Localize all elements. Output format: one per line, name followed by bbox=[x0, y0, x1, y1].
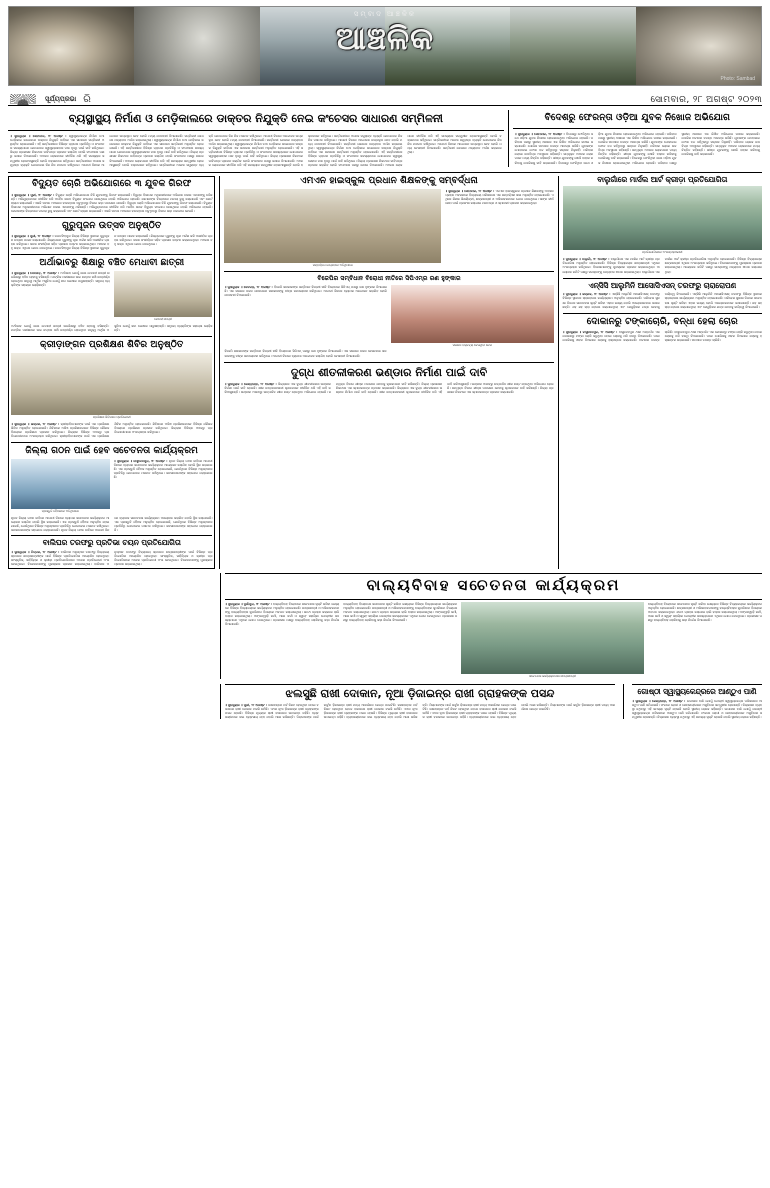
mid-body-cpm-cont bbox=[224, 349, 553, 357]
bottom-headline-health: ଗୋଷ୍ଠୀ ସ୍ୱାସ୍ଥ୍ୟକେନ୍ଦ୍ରରେ ଆଣ୍ଠୁଏ ପାଣି bbox=[632, 684, 762, 697]
row3-photo-district bbox=[11, 459, 110, 509]
mid-text-ncc: ଏନ୍ସିସି ଆଲୁମିନି ଆସୋସିଏସନ୍ ତରଫରୁ ବିଭିନ୍ନ ସ୍ଥାନରେ ଚାରାରୋପଣ କାର୍ଯ୍ୟକ୍ରମ ଅନୁଷ୍ଠିତ ହୋଇଯାଇଛି। ପରିବେଶ ସୁରକ୍ଷା ଦିଗରେ ସଚେତନତା ସୃଷ୍ଟି କରିବା ଏହାର ଲକ୍ଷ୍ୟ ବୋଲି ଆୟୋଜକମାନେ ଜଣାଇଛନ୍ତି। ଶହ ଶହ ଚାରା ରୋପଣ କରାଯାଇଥିଲା ଏବଂ ସେଗୁଡ଼ିକର ଯତ୍ନ ନେବାକୁ ଦାୟିତ୍ୱ ଦିଆଯାଇଛି। bbox=[562, 292, 691, 309]
banner-col1 bbox=[225, 602, 339, 679]
health-wrap bbox=[632, 684, 762, 719]
row3-caption-district: ପ୍ରସ୍ତୁତି ବୈଠକରେ ଅତିଥିମାନେ bbox=[41, 509, 79, 514]
row3-text-student-2: ଅର୍ଥାଭାବ ଯୋଗୁଁ ଜଣେ ମେଧାବୀ ଛାତ୍ରୀ ଉଚ୍ଚଶିକ୍ଷାରୁ ବଞ୍ଚିତ ହେବାକୁ ବସିଛନ୍ତି। ମାଟ୍ରିକ ପରୀକ୍ଷାରେ ଭଲ ନମ୍ବର ରଖି ଉତ୍ତୀର୍ଣ୍ଣ ହୋଇଥିବା ସତ୍ତ୍ୱେ ଆର୍ଥିକ ଅସୁବିଧା ଯୋଗୁଁ ନାମ ଲେଖାଇ ପାରୁନାହାନ୍ତି। ସହୃଦୟ ବ୍ୟକ୍ତିଙ୍କ ସହାୟତା ଲୋଡ଼ିଛନ୍ତି। bbox=[11, 323, 213, 333]
lead-text-3: ସ୍ୱାସ୍ଥ୍ୟକେନ୍ଦ୍ର ନିର୍ମାଣ ତଥା ମେଡ଼ିକାଲ କଲେଜରେ ଡାକ୍ତର ନିଯୁକ୍ତି ଦାବିରେ ଏକ ସାଧାରଣ ସମ୍ମିଳନୀ ଅନୁଷ୍ଠିତ ହୋଇଯାଇଛି। ଏହି ସମ୍ମିଳନୀରେ ବିଭିନ୍ନ ଗ୍ରାମର ପ୍ରତିନିଧି ଓ ସଂଗଠନର ସଦସ୍ୟମାନେ ଯୋଗଦେଇ ସ୍ୱାସ୍ଥ୍ୟସେବାର ମାନ ବୃଦ୍ଧି ପାଇଁ ଦାବି କରିଥିଲେ। ଜିଲ୍ଲା ପ୍ରଶାସନ ନିକଟରେ ଦାବିପତ୍ର ପ୍ରଦାନ କରାଯିବ ବୋଲି ସଂଗଠନର ପକ୍ଷରୁ ଜଣାଇ ଦିଆଯାଇଛି। ଅଞ୍ଚଳର ଲୋକମାନେ ଦୀର୍ଘଦିନ ଧରି ଏହି ସମସ୍ୟାର ସମ୍ମୁଖୀନ ହୋଇଆସୁଛନ୍ତି ବୋଲି ବକ୍ତାମାନେ କହିଥିଲେ। ସମ୍ମିଳନୀରେ ଅନେକ ସମ୍ଭ୍ରାନ୍ତ ବ୍ୟକ୍ତି ଯୋଗଦେଇ ନିଜ ନିଜ ମତାମତ ରଖିଥିଲେ। ଆଗାମୀ ଦିନରେ ଆନ୍ଦୋଳନ ଉଗ୍ରରୂପ ନେବ ବୋଲି ମଧ୍ୟ ଚେତାବନୀ ଦିଆଯାଇଛି। ସମ୍ମିଳନୀ ଶେଷରେ ଧନ୍ୟବାଦ ଅର୍ପଣ କରାଯାଇଥିଲା। bbox=[208, 133, 403, 167]
row3-body-district-cont bbox=[11, 516, 212, 532]
bottom-dateline-rakhi: ॥ ସୁଧାନ୍ୟୁକ ॥ ପୁରୀ, ୨୮ ଅଗଷ୍ଟ : bbox=[225, 702, 268, 707]
row3-body-student-cont bbox=[11, 324, 212, 332]
lead-body-columns bbox=[8, 130, 504, 167]
column-divider-4 bbox=[220, 573, 221, 678]
row3-text-district-3: ନୂତନ ଜିଲ୍ଲା ଗଠନ ଦାବିରେ ଆଗାମୀ ଦିନରେ ବ୍ୟାପକ ସଚେତନତା କାର୍ଯ୍ୟକ୍ରମ ଆୟୋଜନ କରାଯିବ ବୋଲି ସ୍ଥିର କରାଯାଇଛି। ଏକ ପ୍ରସ୍ତୁତି ବୈଠକ ଅନୁଷ୍ଠିତ ହୋଇଯାଇଛି, ଯେଉଁଥିରେ ବିଭିନ୍ନ ଅନୁଷ୍ଠାନର ପ୍ରତିନିଧି ଯୋଗଦେଇ ମତାମତ ରଖିଥିଲେ। ଜନସାଧାରଣଙ୍କ ସହଯୋଗ ଲୋଡ଼ାଯାଇଛି। bbox=[60, 515, 213, 533]
lead-text-4: ସ୍ୱାସ୍ଥ୍ୟକେନ୍ଦ୍ର ନିର୍ମାଣ ତଥା ମେଡ଼ିକାଲ କଲେଜରେ ଡାକ୍ତର ନିଯୁକ୍ତି ଦାବିରେ ଏକ ସାଧାରଣ ସମ୍ମିଳନୀ ଅନୁଷ୍ଠିତ ହୋଇଯାଇଛି। ଏହି ସମ୍ମିଳନୀରେ ବିଭିନ୍ନ ଗ୍ରାମର ପ୍ରତିନିଧି ଓ ସଂଗଠନର ସଦସ୍ୟମାନେ ଯୋଗଦେଇ ସ୍ୱାସ୍ଥ୍ୟସେବାର ମାନ ବୃଦ୍ଧି ପାଇଁ ଦାବି କରିଥିଲେ। ଜିଲ୍ଲା ପ୍ରଶାସନ ନିକଟରେ ଦାବିପତ୍ର ପ୍ରଦାନ କରାଯିବ ବୋଲି ସଂଗଠନର ପକ୍ଷରୁ ଜଣାଇ ଦିଆଯାଇଛି। ଅଞ୍ଚଳର ଲୋକମାନେ ଦୀର୍ଘଦିନ ଧରି ଏହି ସମସ୍ୟାର ସମ୍ମୁଖୀନ ହୋଇଆସୁଛନ୍ତି ବୋଲି ବକ୍ତାମାନେ କହିଥିଲେ। ସମ୍ମିଳନୀରେ ଅନେକ ସମ୍ଭ୍ରାନ୍ତ ବ୍ୟକ୍ତି ଯୋଗଦେଇ ନିଜ ନିଜ ମତାମତ ରଖିଥିଲେ। ଆଗାମୀ ଦିନରେ ଆନ୍ଦୋଳନ ଉଗ୍ରରୂପ ନେବ ବୋଲି ମଧ୍ୟ ଚେତାବନୀ ଦିଆଯାଇଛି। ସମ୍ମିଳନୀ ଶେଷରେ ଧନ୍ୟବାଦ ଅର୍ପଣ କରାଯାଇଥିଲା। bbox=[307, 133, 502, 167]
banner-headline: ବାଲ୍ୟବିବାହ ସଚେତନତା କାର୍ଯ୍ୟକ୍ରମ bbox=[225, 573, 762, 600]
banner-row bbox=[8, 573, 762, 678]
topright-body-columns bbox=[513, 128, 762, 165]
row2-school-photo-wrap bbox=[224, 189, 441, 268]
banner-body-row bbox=[225, 602, 762, 679]
row3-district-text-wrap bbox=[114, 459, 213, 514]
mid-caption-cpm: ସଭାରେ ବକ୍ତବ୍ୟ ଦେଉଥିବା ନେତା bbox=[452, 342, 492, 347]
banner-text-3: ବାଲ୍ୟବିବାହ ବିରୋଧରେ ସଚେତନତା ସୃଷ୍ଟି କରିବା ଲକ୍ଷ୍ୟରେ ବିଭିନ୍ନ ବିଦ୍ୟାଳୟରେ କାର୍ଯ୍ୟକ୍ରମ ଅନୁଷ୍ଠିତ ହୋଇଯାଇଛି। ଛାତ୍ରଛାତ୍ରୀ ଓ ଅଭିଭାବକମାନଙ୍କୁ ବାଲ୍ୟବିବାହର କୁପରିଣାମ ବିଷୟରେ ଅବଗତ କରାଯାଇଥିଲା। ଶପଥ ଗ୍ରହଣ କରାଯାଇ ରାଲି ବାହାର କରାଯାଇଥିଲା। ଅଙ୍ଗନୱାଡ଼ି କର୍ମୀ, ଆଶା କର୍ମୀ ଓ ସ୍ୱୟଂ ସହାୟିକା ଗୋଷ୍ଠୀର ସଦସ୍ୟାମାନେ ଏଥିରେ ଯୋଗ ଦେଇଥିଲେ। ପ୍ରଶାସନ ପକ୍ଷରୁ ବାଲ୍ୟବିବାହ ରୋକିବାକୁ କଡ଼ା ନିର୍ଦ୍ଦେଶ ଦିଆଯାଇଛି। bbox=[647, 601, 762, 623]
topright-headline: ବିଦେଶରୁ ଫେରନ୍ତା ଓଡ଼ିଆ ଯୁବକ ନିଖୋଜ ଅଭିଯୋଗ bbox=[544, 112, 731, 123]
topright-text: ବିଦେଶରୁ ଫେରିଥିବା ଜଣେ ଓଡ଼ିଆ ଯୁବକ ନିଖୋଜ ହୋଇଯାଇଥିବା ଅଭିଯୋଗ ହୋଇଛି। ପରିବାର ପକ୍ଷରୁ ସ୍ଥାନୀୟ ଥାନାରେ ଏକ ଲିଖିତ ଅଭିଯୋଗ ଦାଖଲ କରାଯାଇଛି। ପୋଲିସ ଘଟଣାର ତଦନ୍ତ ଆରମ୍ଭ କରିଛି। ଯୁବକଙ୍କ ମୋବାଇଲ ଫୋନ ବନ୍ଦ ରହିଥିବାରୁ ସନ୍ଧାନ ମିଳୁନାହିଁ। ପରିବାର ଲୋକେ ଉଦବିଗ୍ନ ଅବସ୍ଥାରେ ରହିଛନ୍ତି। ସମ୍ପୃକ୍ତ ଅଞ୍ଚଳର ଲୋକମାନେ ମଧ୍ୟ ଚିନ୍ତିତ ରହିଛନ୍ତି। ଶୀଘ୍ର ଯୁବକଙ୍କୁ ଖୋଜି ବାହାର କରିବାକୁ ପୋଲିସକୁ ଦାବି କରାଯାଇଛି। bbox=[514, 131, 594, 165]
topright-text-3: ବିଦେଶରୁ ଫେରିଥିବା ଜଣେ ଓଡ଼ିଆ ଯୁବକ ନିଖୋଜ ହୋଇଯାଇଥିବା ଅଭିଯୋଗ ହୋଇଛି। ପରିବାର ପକ୍ଷରୁ ସ୍ଥାନୀୟ ଥାନାରେ ଏକ ଲିଖିତ ଅଭିଯୋଗ ଦାଖଲ କରାଯାଇଛି। ପୋଲିସ ଘଟଣାର ତଦନ୍ତ ଆରମ୍ଭ କରିଛି। ଯୁବକଙ୍କ ମୋବାଇଲ ଫୋନ ବନ୍ଦ ରହିଥିବାରୁ ସନ୍ଧାନ ମିଳୁନାହିଁ। ପରିବାର ଲୋକେ ଉଦବିଗ୍ନ ଅବସ୍ଥାରେ ରହିଛନ୍ତି। ସମ୍ପୃକ୍ତ ଅଞ୍ଚଳର ଲୋକମାନେ ମଧ୍ୟ ଚିନ୍ତିତ ରହିଛନ୍ତି। ଶୀଘ୍ର ଯୁବକଙ୍କୁ ଖୋଜି ବାହାର କରିବାକୁ ପୋଲିସକୁ ଦାବି କରାଯାଇଛି। bbox=[598, 131, 760, 165]
bottom-heads bbox=[225, 684, 762, 719]
banner-body-3 bbox=[648, 602, 762, 622]
lead-headline: ବ୍ୟସ୍ଥାସ୍ଥ୍ୟ ନିର୍ମାଣ ଓ ମେଡ଼ିକାଲରେ ଡାକ୍ତର ନିଯୁକ୍ତି ନେଇ କଂଚେସର ସାଧାରଣ ସମ୍ମିଳନୀ bbox=[68, 112, 443, 125]
row2-body-martialart bbox=[563, 257, 762, 273]
row3-text-gurupujan: ଜଗତସିଂହପୁର ଜିଲ୍ଲା ବିଭିନ୍ନ ସ୍ଥାନରେ ଗୁରୁପୂଜନ ଉତ୍ସବ ପାଳନ କରାଯାଇଛି। ଶିଷ୍ୟମାନେ ଗୁରୁଙ୍କୁ ପୂଜା ଅର୍ଚ୍ଚନା କରି ଆଶୀର୍ବାଦ ଗ୍ରହଣ କରିଥିଲେ। ଭଜନ ସଂକୀର୍ତ୍ତନ ସହିତ ପ୍ରସାଦ ବଣ୍ଟନ କରାଯାଇଥିଲା। ଅଞ୍ଚଳର ବହୁ ଭକ୍ତ ଏଥିରେ ଯୋଗ ଦେଇଥିଲେ। bbox=[11, 233, 110, 251]
row3-text-gurupujan-2: ଜଗତସିଂହପୁର ଜିଲ୍ଲା ବିଭିନ୍ନ ସ୍ଥାନରେ ଗୁରୁପୂଜନ ଉତ୍ସବ ପାଳନ କରାଯାଇଛି। ଶିଷ୍ୟମାନେ ଗୁରୁଙ୍କୁ ପୂଜା ଅର୍ଚ୍ଚନା କରି ଆଶୀର୍ବାଦ ଗ୍ରହଣ କରିଥିଲେ। ଭଜନ ସଂକୀର୍ତ୍ତନ ସହିତ ପ୍ରସାଦ ବଣ୍ଟନ କରାଯାଇଥିଲା। ଅଞ୍ଚଳର ବହୁ ଭକ୍ତ ଏଥିରେ ଯୋଗ ଦେଇଥିଲେ। bbox=[54, 233, 213, 251]
row2-article-school bbox=[224, 176, 553, 570]
row2-body-school bbox=[445, 189, 553, 205]
row2-school-text-wrap bbox=[445, 189, 553, 268]
row3-dateline-gurupujan: ॥ ସୁଧାନ୍ୟୁକ ॥ ପୁରୀ, ୨୮ ଅଗଷ୍ଟ : bbox=[11, 233, 54, 238]
row3-dateline-district: ॥ ସୁଧାନ୍ୟୁକ ॥ ବାସୁଦେବପୁର, ୨୮ ଅଗଷ୍ଟ : bbox=[113, 459, 168, 464]
bottom-body-rakhi-text bbox=[225, 703, 615, 719]
mid-headline-milk: ଦୁଗ୍ଧ ଶୀତଳୀକରଣ ଭଣ୍ଡାର ନିର୍ମାଣ ପାଇଁ ଦାବି bbox=[224, 362, 553, 380]
row3-student-block bbox=[11, 271, 212, 322]
row3-text-district-2: ନୂତନ ଜିଲ୍ଲା ଗଠନ ଦାବିରେ ଆଗାମୀ ଦିନରେ ବ୍ୟାପକ ସଚେତନତା କାର୍ଯ୍ୟକ୍ରମ ଆୟୋଜନ କରାଯିବ ବୋଲି ସ୍ଥିର କରାଯାଇଛି। ଏକ ପ୍ରସ୍ତୁତି ବୈଠକ ଅନୁଷ୍ଠିତ ହୋଇଯାଇଛି, ଯେଉଁଥିରେ ବିଭିନ୍ନ ଅନୁଷ୍ଠାନର ପ୍ରତିନିଧି ଯୋଗଦେଇ ମତାମତ ରଖିଥିଲେ। ଜନସାଧାରଣଙ୍କ ସହଯୋଗ ଲୋଡ଼ାଯାଇଛି। bbox=[11, 515, 110, 533]
row3-photo-student bbox=[114, 271, 213, 317]
lead-article bbox=[8, 110, 504, 167]
mid-text-cpm: ବିଜେପି ସରକାରଙ୍କ ସମ୍ବିଧାନ ବିରୋଧୀ ନୀତି ବିରୋଧରେ ସିପିଏମ୍ ପକ୍ଷରୁ ରଣ ହୁଙ୍କାର ଦିଆଯାଇଛି। ଏକ ସଭାରେ ଦଳର ନେତାମାନେ ସରକାରଙ୍କୁ ତୀବ୍ର ସମାଲୋଚନା କରିଥିଲେ। ଆଗାମୀ ଦିନରେ ବ୍ୟାପକ ଆନ୍ଦୋଳନ କରାଯିବ ବୋଲି ଚେତାବନୀ ଦିଆଯାଇଛି। bbox=[224, 284, 387, 297]
mid-headline-ncc: ଏନ୍ସିସି ଆଲୁମିନି ଆସୋସିଏସନ୍ ତରଫରୁ ଚାରାରୋପଣ bbox=[563, 278, 762, 291]
banner-spacer bbox=[8, 573, 216, 678]
publication-date: ସୋମବାର, ୨୮ ଅଗଷ୍ଟ ୨୦୨୩ bbox=[650, 95, 762, 105]
row3-headline-student: ଅର୍ଥାଭାବରୁ ଶିକ୍ଷାରୁ ବଞ୍ଚିତ ମେଧାବୀ ଛାତ୍ରୀ bbox=[11, 254, 212, 269]
mid-text-ncc-2: ଏନ୍ସିସି ଆଲୁମିନି ଆସୋସିଏସନ୍ ତରଫରୁ ବିଭିନ୍ନ ସ୍ଥାନରେ ଚାରାରୋପଣ କାର୍ଯ୍ୟକ୍ରମ ଅନୁଷ୍ଠିତ ହୋଇଯାଇଛି। ପରିବେଶ ସୁରକ୍ଷା ଦିଗରେ ସଚେତନତା ସୃଷ୍ଟି କରିବା ଏହାର ଲକ୍ଷ୍ୟ ବୋଲି ଆୟୋଜକମାନେ ଜଣାଇଛନ୍ତି। ଶହ ଶହ ଚାରା ରୋପଣ କରାଯାଇଥିଲା ଏବଂ ସେଗୁଡ଼ିକର ଯତ୍ନ ନେବାକୁ ଦାୟିତ୍ୱ ଦିଆଯାଇଛି। bbox=[664, 292, 762, 309]
row2-school-block bbox=[224, 189, 553, 268]
lead-row bbox=[8, 110, 762, 167]
topright-article bbox=[513, 110, 762, 167]
masthead-photo-credit: Photo: Sambad bbox=[720, 76, 755, 82]
row3-headline-gurupujan: ଗୁରୁପୂଜନ ଉତ୍ସବ ଅନୁଷ୍ଠିତ bbox=[11, 217, 212, 232]
row3-caption-sports: ପ୍ରଶିକ୍ଷଣ ଶିବିରରେ ପ୍ରତିଯୋଗୀ bbox=[92, 414, 131, 419]
bottom-dateline-health: ॥ ସୁଧାନ୍ୟୁକ ॥ କେନ୍ଦ୍ରାପଡ଼ା, ୨୮ ଅଗଷ୍ଟ : bbox=[632, 698, 686, 703]
row3-caption-student: ମେଧାବୀ ଛାତ୍ରୀ bbox=[154, 317, 172, 322]
row2-body-electricity bbox=[11, 193, 212, 213]
bottom-body-rakhi bbox=[225, 703, 615, 719]
banner-childmarriage bbox=[8, 573, 762, 678]
mid-body-milk-text bbox=[224, 382, 553, 394]
mid-text-theft: ବାସୁଦେବପୁର ଥାନା ଅନ୍ତର୍ଗତ ଏକ ଦୋକାନରୁ ଟଙ୍କା ଚୋରି କରୁଥିବା ବେଳେ ଚୋରକୁ ଧରି ବାନ୍ଧି ଦିଆଯାଇଛି। ପରେ ପୋଲିସକୁ ଖବର ଦିଆଯାଇ ଚୋରକୁ ହସ୍ତାନ୍ତର କରାଯାଇଛି। ଘଟଣାର ତଦନ୍ତ ଚାଲିଛି। bbox=[562, 329, 674, 342]
mid-cpm-wrap bbox=[224, 275, 553, 357]
row3-text-baligarh-2: ବାଲିଘର ଅନୁଷ୍ଠାନ ତରଫରୁ ବିଦ୍ୟାଳୟ ସ୍ତରରେ ଛାତ୍ରଛାତ୍ରୀଙ୍କ ପାଇଁ ବିଭିନ୍ନ ପ୍ରତିଯୋଗିତା ଆୟୋଜିତ ହୋଇଥିଲା। ସାଂସ୍କୃତିକ, ସାହିତ୍ୟିକ ଓ କ୍ରୀଡ଼ା ପ୍ରତିଯୋଗିତାରେ ଅନେକ ପ୍ରତିଯୋଗୀ ଅଂଶ ନେଇଥିଲେ। ବିଜେତାମାନଙ୍କୁ ପୁରସ୍କାର ପ୍ରଦାନ କରାଯାଇଥିଲା। bbox=[94, 549, 213, 567]
mid-text-theft-2: ବାସୁଦେବପୁର ଥାନା ଅନ୍ତର୍ଗତ ଏକ ଦୋକାନରୁ ଟଙ୍କା ଚୋରି କରୁଥିବା ବେଳେ ଚୋରକୁ ଧରି ବାନ୍ଧି ଦିଆଯାଇଛି। ପରେ ପୋଲିସକୁ ଖବର ଦିଆଯାଇ ଚୋରକୁ ହସ୍ତାନ୍ତର କରାଯାଇଛି। ଘଟଣାର ତଦନ୍ତ ଚାଲିଛି। bbox=[664, 329, 762, 342]
rakhi-wrap bbox=[225, 684, 615, 719]
mid-body-ncc bbox=[563, 292, 762, 308]
mid-cpm-ncc-row bbox=[224, 271, 553, 357]
row2-text-electricity: ବିଦ୍ୟୁତ ଚୋରି ଅଭିଯୋଗରେ ତିନି ଯୁବକଙ୍କୁ ଗିରଫ କରାଯାଇଛି। ବିଦ୍ୟୁତ ବିଭାଗର ଅଧିକାରୀମାନେ ଅଭିଯାନ ଚଳାଇ ଏମାନଙ୍କୁ ଧରିଛନ୍ତି। ଅଭିଯୁକ୍ତମାନେ ଦୀର୍ଘଦିନ ଧରି ଅବୈଧ ଭାବେ ବିଦ୍ୟୁତ ସଂଯୋଗ ନେଉଥିଲେ ବୋଲି ଅଭିଯୋଗ ହୋଇଛି। ସେମାନଙ୍କ ବିରୋଧରେ ମାମଲା ରୁଜୁ କରାଯାଇଛି ଏବଂ କୋର୍ଟ ଚାଲାଣ କରାଯାଇଛି। ଏଭଳି ଘଟଣା ଅଞ୍ଚଳରେ ବାରମ୍ବାର ଘଟୁଥିବାରୁ ବିଭାଗ କଡ଼ା ପଦକ୍ଷେପ ନେଇଛି। bbox=[11, 192, 213, 205]
bottom-row bbox=[8, 684, 762, 719]
mid-dateline-ncc: ॥ ସୁଧାନ୍ୟୁକ ॥ ଭଦ୍ରକ, ୨୮ ଅଗଷ୍ଟ : bbox=[562, 292, 611, 297]
bottom-main bbox=[225, 684, 762, 719]
sun-icon bbox=[8, 93, 38, 105]
mid-body-theft bbox=[563, 330, 762, 342]
row2-headline-school: ଏମଏନ ହାଇସ୍କୁଲ ପ୍ରଧାନ ଶିକ୍ଷକଙ୍କୁ ସମ୍ବର୍ଦ୍ଧନା bbox=[300, 174, 478, 186]
row3-headline-district: ଜିଲ୍ଲା ଗଠନ ପାଇଁ ହେବ ସଚେତନତା କାର୍ଯ୍ୟକ୍ରମ bbox=[11, 442, 212, 457]
bottom-headline-rakhi: ଝଲସୁଛି ରାଖୀ ଦୋକାନ, ନୂଆ ଡ଼ିଜାଇନ୍ର ରାଖୀ ଗ୍ରାହକଙ୍କ ପସନ୍ଦ bbox=[225, 684, 615, 701]
mid-body-milk bbox=[224, 382, 553, 394]
row3-text-sports: କ୍ରୀଡ଼ାବିତମାନଙ୍କ ପାଇଁ ଏକ ପ୍ରଶିକ୍ଷଣ ଶିବିର ଅନୁଷ୍ଠିତ ହୋଇଯାଇଛି। ଶିବିରରେ ଅଭିଜ୍ଞ ପ୍ରଶିକ୍ଷକମାନେ ବିଭିନ୍ନ କୌଶଳ ବିଷୟରେ ପ୍ରଶିକ୍ଷଣ ପ୍ରଦାନ କରିଥିଲେ। ଜିଲ୍ଲାର ବିଭିନ୍ନ ଅଞ୍ଚଳରୁ ପ୍ରତିଯୋଗୀମାନେ ଅଂଶଗ୍ରହଣ କରିଥିଲେ। bbox=[11, 421, 110, 439]
row3-student-text-wrap bbox=[11, 271, 110, 322]
lead-body bbox=[10, 134, 502, 167]
row2-photo-martialart bbox=[563, 186, 762, 250]
publisher-name: ସୂର୍ଯ୍ୟପ୍ରଭା bbox=[45, 94, 77, 103]
mid-dateline-milk: ॥ ସୁଧାନ୍ୟୁକ ॥ କେନ୍ଦ୍ରାପଡ଼ା, ୨୮ ଅଗଷ୍ଟ : bbox=[224, 381, 277, 386]
row2-article-electricity bbox=[8, 176, 215, 570]
masthead-title: ଆଞ୍ଚଳିକ bbox=[336, 21, 434, 57]
bottom-text-rakhi-2: ରକ୍ଷାବନ୍ଧନ ପର୍ବ ନିକଟ ହେଉଥିବା ବେଳେ ବଜାରରେ ରାଖୀ ଦୋକାନ ଝଲସି ଉଠିଛି। ଏଥର ନୂଆ ଡ଼ିଜାଇନ୍ର ରାଖୀ ଗ୍ରାହକଙ୍କ ପସନ୍ଦ ହେଉଛି। ବିଭିନ୍ନ ମୂଲ୍ୟର ରାଖୀ ବଜାରରେ ଉପଲବ୍ଧ ରହିଛି। ବ୍ୟବସାୟୀମାନେ ଭଲ ବ୍ୟବସାୟ ହେବ ବୋଲି ଆଶା କରିଛନ୍ତି। ପିଲାମାନଙ୍କ ପାଇଁ କାର୍ଟୁନ ଡ଼ିଜାଇନ୍ର ରାଖୀ ମଧ୍ୟ ଆକର୍ଷଣର କେନ୍ଦ୍ର ପାଲଟିଛି। bbox=[323, 702, 517, 720]
mid-headline-theft: ଦୋକାନରୁ ଟଙ୍କାଚୋରି, ବନ୍ଧା ହେଲା ଚୋର bbox=[563, 313, 762, 328]
banner-text-1: ବାଲ୍ୟବିବାହ ବିରୋଧରେ ସଚେତନତା ସୃଷ୍ଟି କରିବା ଲକ୍ଷ୍ୟରେ ବିଭିନ୍ନ ବିଦ୍ୟାଳୟରେ କାର୍ଯ୍ୟକ୍ରମ ଅନୁଷ୍ଠିତ ହୋଇଯାଇଛି। ଛାତ୍ରଛାତ୍ରୀ ଓ ଅଭିଭାବକମାନଙ୍କୁ ବାଲ୍ୟବିବାହର କୁପରିଣାମ ବିଷୟରେ ଅବଗତ କରାଯାଇଥିଲା। ଶପଥ ଗ୍ରହଣ କରାଯାଇ ରାଲି ବାହାର କରାଯାଇଥିଲା। ଅଙ୍ଗନୱାଡ଼ି କର୍ମୀ, ଆଶା କର୍ମୀ ଓ ସ୍ୱୟଂ ସହାୟିକା ଗୋଷ୍ଠୀର ସଦସ୍ୟାମାନେ ଏଥିରେ ଯୋଗ ଦେଇଥିଲେ। ପ୍ରଶାସନ ପକ୍ଷରୁ ବାଲ୍ୟବିବାହ ରୋକିବାକୁ କଡ଼ା ନିର୍ଦ୍ଦେଶ ଦିଆଯାଇଛି। bbox=[225, 601, 340, 627]
row2-text-electricity-2: ବିଦ୍ୟୁତ ଚୋରି ଅଭିଯୋଗରେ ତିନି ଯୁବକଙ୍କୁ ଗିରଫ କରାଯାଇଛି। ବିଦ୍ୟୁତ ବିଭାଗର ଅଧିକାରୀମାନେ ଅଭିଯାନ ଚଳାଇ ଏମାନଙ୍କୁ ଧରିଛନ୍ତି। ଅଭିଯୁକ୍ତମାନେ ଦୀର୍ଘଦିନ ଧରି ଅବୈଧ ଭାବେ ବିଦ୍ୟୁତ ସଂଯୋଗ ନେଉଥିଲେ ବୋଲି ଅଭିଯୋଗ ହୋଇଛି। ସେମାନଙ୍କ ବିରୋଧରେ ମାମଲା ରୁଜୁ କରାଯାଇଛି ଏବଂ କୋର୍ଟ ଚାଲାଣ କରାଯାଇଛି। ଏଭଳି ଘଟଣା ଅଞ୍ଚଳରେ ବାରମ୍ବାର ଘଟୁଥିବାରୁ ବିଭାଗ କଡ଼ା ପଦକ୍ଷେପ ନେଇଛି। bbox=[11, 200, 213, 213]
row2-caption-school: ସମ୍ବର୍ଦ୍ଧନା ଉତ୍ସବରେ ଅତିଥିମାନେ bbox=[312, 262, 353, 267]
date-bar-left bbox=[8, 93, 91, 105]
mid-cpm-block bbox=[224, 285, 553, 348]
lead-text: ସ୍ୱାସ୍ଥ୍ୟକେନ୍ଦ୍ର ନିର୍ମାଣ ତଥା ମେଡ଼ିକାଲ କଲେଜରେ ଡାକ୍ତର ନିଯୁକ୍ତି ଦାବିରେ ଏକ ସାଧାରଣ ସମ୍ମିଳନୀ ଅନୁଷ୍ଠିତ ହୋଇଯାଇଛି। ଏହି ସମ୍ମିଳନୀରେ ବିଭିନ୍ନ ଗ୍ରାମର ପ୍ରତିନିଧି ଓ ସଂଗଠନର ସଦସ୍ୟମାନେ ଯୋଗଦେଇ ସ୍ୱାସ୍ଥ୍ୟସେବାର ମାନ ବୃଦ୍ଧି ପାଇଁ ଦାବି କରିଥିଲେ। ଜିଲ୍ଲା ପ୍ରଶାସନ ନିକଟରେ ଦାବିପତ୍ର ପ୍ରଦାନ କରାଯିବ ବୋଲି ସଂଗଠନର ପକ୍ଷରୁ ଜଣାଇ ଦିଆଯାଇଛି। ଅଞ୍ଚଳର ଲୋକମାନେ ଦୀର୍ଘଦିନ ଧରି ଏହି ସମସ୍ୟାର ସମ୍ମୁଖୀନ ହୋଇଆସୁଛନ୍ତି ବୋଲି ବକ୍ତାମାନେ କହିଥିଲେ। ସମ୍ମିଳନୀରେ ଅନେକ ସମ୍ଭ୍ରାନ୍ତ ବ୍ୟକ୍ତି ଯୋଗଦେଇ ନିଜ ନିଜ ମତାମତ ରଖିଥିଲେ। ଆଗାମୀ ଦିନରେ ଆନ୍ଦୋଳନ ଉଗ୍ରରୂପ ନେବ ବୋଲି ମଧ୍ୟ ଚେତାବନୀ ଦିଆଯାଇଛି। ସମ୍ମିଳନୀ ଶେଷରେ ଧନ୍ୟବାଦ ଅର୍ପଣ କରାଯାଇଥିଲା। bbox=[10, 133, 204, 167]
row2-text-martialart: ବାଲୁଗାଁରେ ଏକ ମାର୍ସଲ ଆର୍ଟ କ୍ରୀଡ଼ା ପ୍ରତିଯୋଗିତା ଅନୁଷ୍ଠିତ ହୋଇଯାଇଛି। ବିଭିନ୍ନ ବିଦ୍ୟାଳୟର ଛାତ୍ରଛାତ୍ରୀ ଏଥିରେ ଅଂଶଗ୍ରହଣ କରିଥିଲେ। ବିଜେତାମାନଙ୍କୁ ପୁରସ୍କାର ପ୍ରଦାନ କରାଯାଇଥିଲା। ଆୟୋଜକ କମିଟି ପକ୍ଷରୁ ସମସ୍ତଙ୍କୁ ଧନ୍ୟବାଦ ଜ୍ଞାପନ କରାଯାଇଥିଲା। bbox=[562, 257, 660, 274]
masthead-supertext: ସମ୍ବାଦ ଆଞ୍ଚଳିକ bbox=[353, 11, 417, 18]
banner-col3 bbox=[648, 602, 762, 679]
row3-dateline-sports: ॥ ସୁଧାନ୍ୟୁକ ॥ ଭଦ୍ରକ, ୨୮ ଅଗଷ୍ଟ : bbox=[11, 421, 60, 426]
banner-text-2: ବାଲ୍ୟବିବାହ ବିରୋଧରେ ସଚେତନତା ସୃଷ୍ଟି କରିବା ଲକ୍ଷ୍ୟରେ ବିଭିନ୍ନ ବିଦ୍ୟାଳୟରେ କାର୍ଯ୍ୟକ୍ରମ ଅନୁଷ୍ଠିତ ହୋଇଯାଇଛି। ଛାତ୍ରଛାତ୍ରୀ ଓ ଅଭିଭାବକମାନଙ୍କୁ ବାଲ୍ୟବିବାହର କୁପରିଣାମ ବିଷୟରେ ଅବଗତ କରାଯାଇଥିଲା। ଶପଥ ଗ୍ରହଣ କରାଯାଇ ରାଲି ବାହାର କରାଯାଇଥିଲା। ଅଙ୍ଗନୱାଡ଼ି କର୍ମୀ, ଆଶା କର୍ମୀ ଓ ସ୍ୱୟଂ ସହାୟିକା ଗୋଷ୍ଠୀର ସଦସ୍ୟାମାନେ ଏଥିରେ ଯୋଗ ଦେଇଥିଲେ। ପ୍ରଶାସନ ପକ୍ଷରୁ ବାଲ୍ୟବିବାହ ରୋକିବାକୁ କଡ଼ା ନିର୍ଦ୍ଦେଶ ଦିଆଯାଇଛି। bbox=[343, 601, 458, 623]
row3-student-photo-wrap bbox=[114, 271, 213, 322]
bottom-grid bbox=[8, 684, 762, 719]
row2-text-martialart-2: ବାଲୁଗାଁରେ ଏକ ମାର୍ସଲ ଆର୍ଟ କ୍ରୀଡ଼ା ପ୍ରତିଯୋଗିତା ଅନୁଷ୍ଠିତ ହୋଇଯାଇଛି। ବିଭିନ୍ନ ବିଦ୍ୟାଳୟର ଛାତ୍ରଛାତ୍ରୀ ଏଥିରେ ଅଂଶଗ୍ରହଣ କରିଥିଲେ। ବିଜେତାମାନଙ୍କୁ ପୁରସ୍କାର ପ୍ରଦାନ କରାଯାଇଥିଲା। ଆୟୋଜକ କମିଟି ପକ୍ଷରୁ ସମସ୍ତଙ୍କୁ ଧନ୍ୟବାଦ ଜ୍ଞାପନ କରାଯାଇଥିଲା। bbox=[641, 257, 762, 274]
row3-body-gurupujan bbox=[11, 234, 212, 250]
row3-photo-sports bbox=[11, 353, 212, 415]
edition-letter: ରି bbox=[83, 93, 91, 105]
banner-photo bbox=[461, 602, 644, 674]
row2-dateline-school: ॥ ସୁଧାନ୍ୟୁକ ॥ ସୋମବାର, ୨୮ ଅଗଷ୍ଟ : bbox=[445, 188, 495, 193]
topright-body bbox=[515, 132, 760, 165]
row3-body-student bbox=[11, 271, 110, 287]
topright-text-2: ବିଦେଶରୁ ଫେରିଥିବା ଜଣେ ଓଡ଼ିଆ ଯୁବକ ନିଖୋଜ ହୋଇଯାଇଥିବା ଅଭିଯୋଗ ହୋଇଛି। ପରିବାର ପକ୍ଷରୁ ସ୍ଥାନୀୟ ଥାନାରେ ଏକ ଲିଖିତ ଅଭିଯୋଗ ଦାଖଲ କରାଯାଇଛି। ପୋଲିସ ଘଟଣାର ତଦନ୍ତ ଆରମ୍ଭ କରିଛି। ଯୁବକଙ୍କ ମୋବାଇଲ ଫୋନ ବନ୍ଦ ରହିଥିବାରୁ ସନ୍ଧାନ ମିଳୁନାହିଁ। ପରିବାର ଲୋକେ ଉଦବିଗ୍ନ ଅବସ୍ଥାରେ ରହିଛନ୍ତି। ସମ୍ପୃକ୍ତ ଅଞ୍ଚଳର ଲୋକମାନେ ମଧ୍ୟ ଚିନ୍ତିତ ରହିଛନ୍ତି। ଶୀଘ୍ର ଯୁବକଙ୍କୁ ଖୋଜି ବାହାର କରିବାକୁ ପୋଲିସକୁ ଦାବି କରାଯାଇଛି। bbox=[558, 131, 677, 165]
mid-photo-cpm bbox=[391, 285, 554, 343]
banner-content bbox=[225, 573, 762, 678]
banner-body-1 bbox=[225, 602, 339, 627]
row2-caption-martialart: ପ୍ରତିଯୋଗିତାରେ ଅଂଶଗ୍ରହଣକାରୀ bbox=[642, 250, 683, 255]
row3-body-district bbox=[114, 459, 213, 479]
mid-dateline-theft: ॥ ସୁଧାନ୍ୟୁକ ॥ ବାସୁଦେବପୁର, ୨୮ ଅଗଷ୍ଟ : bbox=[562, 329, 618, 334]
column-divider bbox=[508, 110, 509, 167]
row2 bbox=[8, 172, 762, 570]
row2-headline-electricity: ବିଦ୍ୟୁତ ଚୋରି ଅଭିଯୋଗରେ ୩ ଯୁବକ ଗିରଫ bbox=[32, 177, 192, 189]
banner-caption: ସଚେତନତା କାର୍ଯ୍ୟକ୍ରମରେ ଛାତ୍ରଛାତ୍ରୀ bbox=[529, 673, 576, 678]
row3-text-baligarh: ବାଲିଘର ଅନୁଷ୍ଠାନ ତରଫରୁ ବିଦ୍ୟାଳୟ ସ୍ତରରେ ଛାତ୍ରଛାତ୍ରୀଙ୍କ ପାଇଁ ବିଭିନ୍ନ ପ୍ରତିଯୋଗିତା ଆୟୋଜିତ ହୋଇଥିଲା। ସାଂସ୍କୃତିକ, ସାହିତ୍ୟିକ ଓ କ୍ରୀଡ଼ା ପ୍ରତିଯୋଗିତାରେ ଅନେକ ପ୍ରତିଯୋଗୀ ଅଂଶ ନେଇଥିଲେ। ବିଜେତାମାନଙ୍କୁ ପୁରସ୍କାର ପ୍ରଦାନ କରାଯାଇଥିଲା। bbox=[11, 549, 110, 567]
row3-dateline-baligarh: ॥ ସୁଧାନ୍ୟୁକ ॥ ଚିତ୍ରଳ, ୨୮ ଅଗଷ୍ଟ : bbox=[11, 549, 60, 554]
row2-article-martialart bbox=[563, 176, 762, 570]
banner-col2 bbox=[343, 602, 457, 679]
mid-text-cpm-2: ବିଜେପି ସରକାରଙ୍କ ସମ୍ବିଧାନ ବିରୋଧୀ ନୀତି ବିରୋଧରେ ସିପିଏମ୍ ପକ୍ଷରୁ ରଣ ହୁଙ୍କାର ଦିଆଯାଇଛି। ଏକ ସଭାରେ ଦଳର ନେତାମାନେ ସରକାରଙ୍କୁ ତୀବ୍ର ସମାଲୋଚନା କରିଥିଲେ। ଆଗାମୀ ଦିନରେ ବ୍ୟାପକ ଆନ୍ଦୋଳନ କରାଯିବ ବୋଲି ଚେତାବନୀ ଦିଆଯାଇଛି। bbox=[224, 349, 387, 358]
row3-body-baligarh bbox=[11, 550, 212, 566]
mid-dateline-cpm: ॥ ସୁଧାନ୍ୟୁକ ॥ ଦେବଗଡ଼, ୨୮ ଅଗଷ୍ଟ : bbox=[224, 284, 273, 289]
mid-cpm-ncc-heads bbox=[224, 275, 553, 357]
topright-dateline: ॥ ସୁଧାନ୍ୟୁକ ॥ ସୋମବାର, ୨୮ ଅଗଷ୍ଟ : bbox=[514, 131, 565, 136]
banner-dateline: ॥ ସୁଧାନ୍ୟୁକ ॥ ଦୁର୍ଗାପୁର, ୨୮ ଅଗଷ୍ଟ : bbox=[225, 601, 272, 606]
row2-headline-martialart: ବାଲୁଗାଁରେ ମାର୍ସଲ ଆର୍ଟ କ୍ରୀଡ଼ା ପ୍ରତିଯୋଗିତା bbox=[597, 174, 728, 184]
bottom-text-rakhi-3: ରକ୍ଷାବନ୍ଧନ ପର୍ବ ନିକଟ ହେଉଥିବା ବେଳେ ବଜାରରେ ରାଖୀ ଦୋକାନ ଝଲସି ଉଠିଛି। ଏଥର ନୂଆ ଡ଼ିଜାଇନ୍ର ରାଖୀ ଗ୍ରାହକଙ୍କ ପସନ୍ଦ ହେଉଛି। ବିଭିନ୍ନ ମୂଲ୍ୟର ରାଖୀ ବଜାରରେ ଉପଲବ୍ଧ ରହିଛି। ବ୍ୟବସାୟୀମାନେ ଭଲ ବ୍ୟବସାୟ ହେବ ବୋଲି ଆଶା କରିଛନ୍ତି। ପିଲାମାନଙ୍କ ପାଇଁ କାର୍ଟୁନ ଡ଼ିଜାଇନ୍ର ରାଖୀ ମଧ୍ୟ ଆକର୍ଷଣର କେନ୍ଦ୍ର ପାଲଟିଛି। bbox=[422, 702, 615, 720]
row3-text-district: ନୂତନ ଜିଲ୍ଲା ଗଠନ ଦାବିରେ ଆଗାମୀ ଦିନରେ ବ୍ୟାପକ ସଚେତନତା କାର୍ଯ୍ୟକ୍ରମ ଆୟୋଜନ କରାଯିବ ବୋଲି ସ୍ଥିର କରାଯାଇଛି। ଏକ ପ୍ରସ୍ତୁତି ବୈଠକ ଅନୁଷ୍ଠିତ ହୋଇଯାଇଛି, ଯେଉଁଥିରେ ବିଭିନ୍ନ ଅନୁଷ୍ଠାନର ପ୍ରତିନିଧି ଯୋଗଦେଇ ମତାମତ ରଖିଥିଲେ। ଜନସାଧାରଣଙ୍କ ସହଯୋଗ ଲୋଡ଼ାଯାଇଛି। bbox=[113, 459, 213, 480]
row3-text-student: ଅର୍ଥାଭାବ ଯୋଗୁଁ ଜଣେ ମେଧାବୀ ଛାତ୍ରୀ ଉଚ୍ଚଶିକ୍ଷାରୁ ବଞ୍ଚିତ ହେବାକୁ ବସିଛନ୍ତି। ମାଟ୍ରିକ ପରୀକ୍ଷାରେ ଭଲ ନମ୍ବର ରଖି ଉତ୍ତୀର୍ଣ୍ଣ ହୋଇଥିବା ସତ୍ତ୍ୱେ ଆର୍ଥିକ ଅସୁବିଧା ଯୋଗୁଁ ନାମ ଲେଖାଇ ପାରୁନାହାନ୍ତି। ସହୃଦୟ ବ୍ୟକ୍ତିଙ୍କ ସହାୟତା ଲୋଡ଼ିଛନ୍ତି। bbox=[11, 271, 110, 288]
newspaper-page bbox=[0, 6, 770, 1188]
row2-photo-school bbox=[224, 189, 441, 263]
mid-headline-cpm: ବିଜେପିର ସମ୍ବିଧାନ ବିରୋଧୀ ନୀତିରେ ସିପିଏମ୍ର ରଣ ହୁଙ୍କାର bbox=[317, 275, 461, 283]
mid-cpm-photo-wrap bbox=[391, 285, 554, 348]
column-divider-2 bbox=[219, 176, 220, 570]
row3-district-photo-wrap bbox=[11, 459, 110, 514]
bottom-text-health: ଲଗାତାର ବର୍ଷା ଯୋଗୁଁ ଗୋଷ୍ଠୀ ସ୍ୱାସ୍ଥ୍ୟକେନ୍ଦ୍ର ପରିସରରେ ଆଣ୍ଠୁଏ ପାଣି ଜମିଯାଇଛି। ଫଳରେ ରୋଗୀ ଓ ସେବାଦାୟୀମାନେ ଅସୁବିଧାର ସମ୍ମୁଖୀନ ହେଉଛନ୍ତି। ନିଷ୍କାସନ ବ୍ୟବସ୍ଥା ନଥିବାରୁ ଏହି ସମସ୍ୟା ସୃଷ୍ଟି ହୋଇଛି ବୋଲି ସ୍ଥାନୀୟ ଲୋକେ କହିଛନ୍ତି। bbox=[632, 698, 762, 711]
row2-dateline-martialart: ॥ ସୁଧାନ୍ୟୁକ ॥ ବାଲୁଗାଁ, ୨୮ ଅଗଷ୍ଟ : bbox=[562, 257, 610, 262]
row3-headline-sports: କ୍ରୀଡ଼ାଙ୍ଗନ ପ୍ରଶିକ୍ଷଣ ଶିବିର ଅନୁଷ୍ଠିତ bbox=[11, 336, 212, 351]
date-bar bbox=[8, 89, 762, 106]
column-divider-5 bbox=[220, 684, 221, 719]
banner-body-2 bbox=[343, 602, 457, 622]
bottom-spacer bbox=[8, 684, 216, 719]
bottom-text-rakhi: ରକ୍ଷାବନ୍ଧନ ପର୍ବ ନିକଟ ହେଉଥିବା ବେଳେ ବଜାରରେ ରାଖୀ ଦୋକାନ ଝଲସି ଉଠିଛି। ଏଥର ନୂଆ ଡ଼ିଜାଇନ୍ର ରାଖୀ ଗ୍ରାହକଙ୍କ ପସନ୍ଦ ହେଉଛି। ବିଭିନ୍ନ ମୂଲ୍ୟର ରାଖୀ ବଜାରରେ ଉପଲବ୍ଧ ରହିଛି। ବ୍ୟବସାୟୀମାନେ ଭଲ ବ୍ୟବସାୟ ହେବ ବୋଲି ଆଶା କରିଛନ୍ତି। ପିଲାମାନଙ୍କ ପାଇଁ କାର୍ଟୁନ ଡ଼ିଜାଇନ୍ର ରାଖୀ ମଧ୍ୟ ଆକର୍ଷଣର କେନ୍ଦ୍ର ପାଲଟିଛି। bbox=[225, 702, 397, 720]
row2-dateline-electricity: ॥ ସୁଧାନ୍ୟୁକ ॥ ପୁରୀ, ୨୮ ଅଗଷ୍ଟ : bbox=[11, 192, 55, 197]
row3-body-sports bbox=[11, 422, 212, 438]
banner-photo-wrap bbox=[461, 602, 644, 679]
row3-headline-baligarh: ବାଲିଘର ତରଫରୁ ପ୍ରତିଭା ଚୟନ ପ୍ରତିଯୋଗିତା bbox=[11, 535, 212, 548]
row3-text-sports-2: କ୍ରୀଡ଼ାବିତମାନଙ୍କ ପାଇଁ ଏକ ପ୍ରଶିକ୍ଷଣ ଶିବିର ଅନୁଷ୍ଠିତ ହୋଇଯାଇଛି। ଶିବିରରେ ଅଭିଜ୍ଞ ପ୍ରଶିକ୍ଷକମାନେ ବିଭିନ୍ନ କୌଶଳ ବିଷୟରେ ପ୍ରଶିକ୍ଷଣ ପ୍ରଦାନ କରିଥିଲେ। ଜିଲ୍ଲାର ବିଭିନ୍ନ ଅଞ୍ଚଳରୁ ପ୍ରତିଯୋଗୀମାନେ ଅଂଶଗ୍ରହଣ କରିଥିଲେ। bbox=[59, 421, 213, 439]
row2-text-school: ଏମଏନ ହାଇସ୍କୁଲର ପ୍ରଧାନ ଶିକ୍ଷକଙ୍କୁ ଅବସର ଗ୍ରହଣ ଅବସରରେ ବିଦ୍ୟାଳୟ ପରିସରରେ ଏକ ସମ୍ବର୍ଦ୍ଧନା ସଭା ଅନୁଷ୍ଠିତ ହୋଇଯାଇଛି। ଏଥିରେ ଶିକ୍ଷକ ଶିକ୍ଷୟିତ୍ରୀ, ଛାତ୍ରଛାତ୍ରୀ ଓ ଅଭିଭାବକମାନେ ଯୋଗ ଦେଇଥିଲେ। ତାଙ୍କ ଦୀର୍ଘ ସେବା ପାଇଁ ପ୍ରଶଂସା କରାଯାଇ ମାନପତ୍ର ଓ ସ୍ମାରକୀ ପ୍ରଦାନ କରାଯାଇଥିଲା। bbox=[445, 188, 554, 205]
row3-district-block bbox=[11, 459, 212, 514]
lead-text-2: ସ୍ୱାସ୍ଥ୍ୟକେନ୍ଦ୍ର ନିର୍ମାଣ ତଥା ମେଡ଼ିକାଲ କଲେଜରେ ଡାକ୍ତର ନିଯୁକ୍ତି ଦାବିରେ ଏକ ସାଧାରଣ ସମ୍ମିଳନୀ ଅନୁଷ୍ଠିତ ହୋଇଯାଇଛି। ଏହି ସମ୍ମିଳନୀରେ ବିଭିନ୍ନ ଗ୍ରାମର ପ୍ରତିନିଧି ଓ ସଂଗଠନର ସଦସ୍ୟମାନେ ଯୋଗଦେଇ ସ୍ୱାସ୍ଥ୍ୟସେବାର ମାନ ବୃଦ୍ଧି ପାଇଁ ଦାବି କରିଥିଲେ। ଜିଲ୍ଲା ପ୍ରଶାସନ ନିକଟରେ ଦାବିପତ୍ର ପ୍ରଦାନ କରାଯିବ ବୋଲି ସଂଗଠନର ପକ୍ଷରୁ ଜଣାଇ ଦିଆଯାଇଛି। ଅଞ୍ଚଳର ଲୋକମାନେ ଦୀର୍ଘଦିନ ଧରି ଏହି ସମସ୍ୟାର ସମ୍ମୁଖୀନ ହୋଇଆସୁଛନ୍ତି ବୋଲି ବକ୍ତାମାନେ କହିଥିଲେ। ସମ୍ମିଳନୀରେ ଅନେକ ସମ୍ଭ୍ରାନ୍ତ ବ୍ୟକ୍ତି ଯୋଗଦେଇ ନିଜ ନିଜ ମତାମତ ରଖିଥିଲେ। ଆଗାମୀ ଦିନରେ ଆନ୍ଦୋଳନ ଉଗ୍ରରୂପ ନେବ ବୋଲି ମଧ୍ୟ ଚେତାବନୀ ଦିଆଯାଇଛି। ସମ୍ମିଳନୀ ଶେଷରେ ଧନ୍ୟବାଦ ଅର୍ପଣ କରାଯାଇଥିଲା। bbox=[109, 133, 303, 167]
lead-dateline: ॥ ସୁଧାନ୍ୟୁକ ॥ ସୋମବାର, ୨୮ ଅଗଷ୍ଟ : bbox=[10, 133, 67, 138]
column-divider-3 bbox=[558, 176, 559, 570]
mid-body-cpm bbox=[224, 285, 387, 297]
bottom-body-health bbox=[632, 699, 762, 719]
mid-cpm-text-wrap bbox=[224, 285, 387, 348]
row3-dateline-student: ॥ ସୁଧାନ୍ୟୁକ ॥ ଦେବଗଡ଼, ୨୮ ଅଗଷ୍ଟ : bbox=[11, 271, 60, 276]
mid-text-milk: ଜିଲ୍ଲାରେ ଏକ ଦୁଗ୍ଧ ଶୀତଳୀକରଣ ଭଣ୍ଡାର ନିର୍ମାଣ ପାଇଁ ଦାବି ହୋଇଛି। କ୍ଷୀର ଉତ୍ପାଦନକାରୀ କୃଷକମାନେ ଦୀର୍ଘଦିନ ଧରି ଏହି ଦାବି କରିଆସୁଛନ୍ତି। ଭଣ୍ଡାର ଅଭାବରୁ ଉତ୍ପାଦିତ କ୍ଷୀର ନଷ୍ଟ ହେଉଥିବା ଅଭିଯୋଗ ହୋଇଛି। ସମ୍ପୃକ୍ତ ବିଭାଗ ଶୀଘ୍ର ପଦକ୍ଷେପ ନେବାକୁ କୃଷକମାନେ ଦାବି କରିଛନ୍ତି। ଜିଲ୍ଲା ପ୍ରଶାସନ ନିକଟରେ ଏକ ସ୍ମାରକପତ୍ର ପ୍ରଦାନ କରାଯାଇଛି। bbox=[224, 381, 443, 394]
column-divider-6 bbox=[623, 684, 624, 719]
bottom-text-health-2: ଲଗାତାର ବର୍ଷା ଯୋଗୁଁ ଗୋଷ୍ଠୀ ସ୍ୱାସ୍ଥ୍ୟକେନ୍ଦ୍ର ପରିସରରେ ଆଣ୍ଠୁଏ ପାଣି ଜମିଯାଇଛି। ଫଳରେ ରୋଗୀ ଓ ସେବାଦାୟୀମାନେ ଅସୁବିଧାର ସମ୍ମୁଖୀନ ହେଉଛନ୍ତି। ନିଷ୍କାସନ ବ୍ୟବସ୍ଥା ନଥିବାରୁ ଏହି ସମସ୍ୟା ସୃଷ୍ଟି ହୋଇଛି ବୋଲି ସ୍ଥାନୀୟ ଲୋକେ କହିଛନ୍ତି। bbox=[632, 706, 762, 719]
mid-text-milk-2: ଜିଲ୍ଲାରେ ଏକ ଦୁଗ୍ଧ ଶୀତଳୀକରଣ ଭଣ୍ଡାର ନିର୍ମାଣ ପାଇଁ ଦାବି ହୋଇଛି। କ୍ଷୀର ଉତ୍ପାଦନକାରୀ କୃଷକମାନେ ଦୀର୍ଘଦିନ ଧରି ଏହି ଦାବି କରିଆସୁଛନ୍ତି। ଭଣ୍ଡାର ଅଭାବରୁ ଉତ୍ପାଦିତ କ୍ଷୀର ନଷ୍ଟ ହେଉଥିବା ଅଭିଯୋଗ ହୋଇଛି। ସମ୍ପୃକ୍ତ ବିଭାଗ ଶୀଘ୍ର ପଦକ୍ଷେପ ନେବାକୁ କୃଷକମାନେ ଦାବି କରିଛନ୍ତି। ଜିଲ୍ଲା ପ୍ରଶାସନ ନିକଟରେ ଏକ ସ୍ମାରକପତ୍ର ପ୍ରଦାନ କରାଯାଇଛି। bbox=[335, 381, 554, 394]
masthead-banner bbox=[8, 6, 762, 86]
